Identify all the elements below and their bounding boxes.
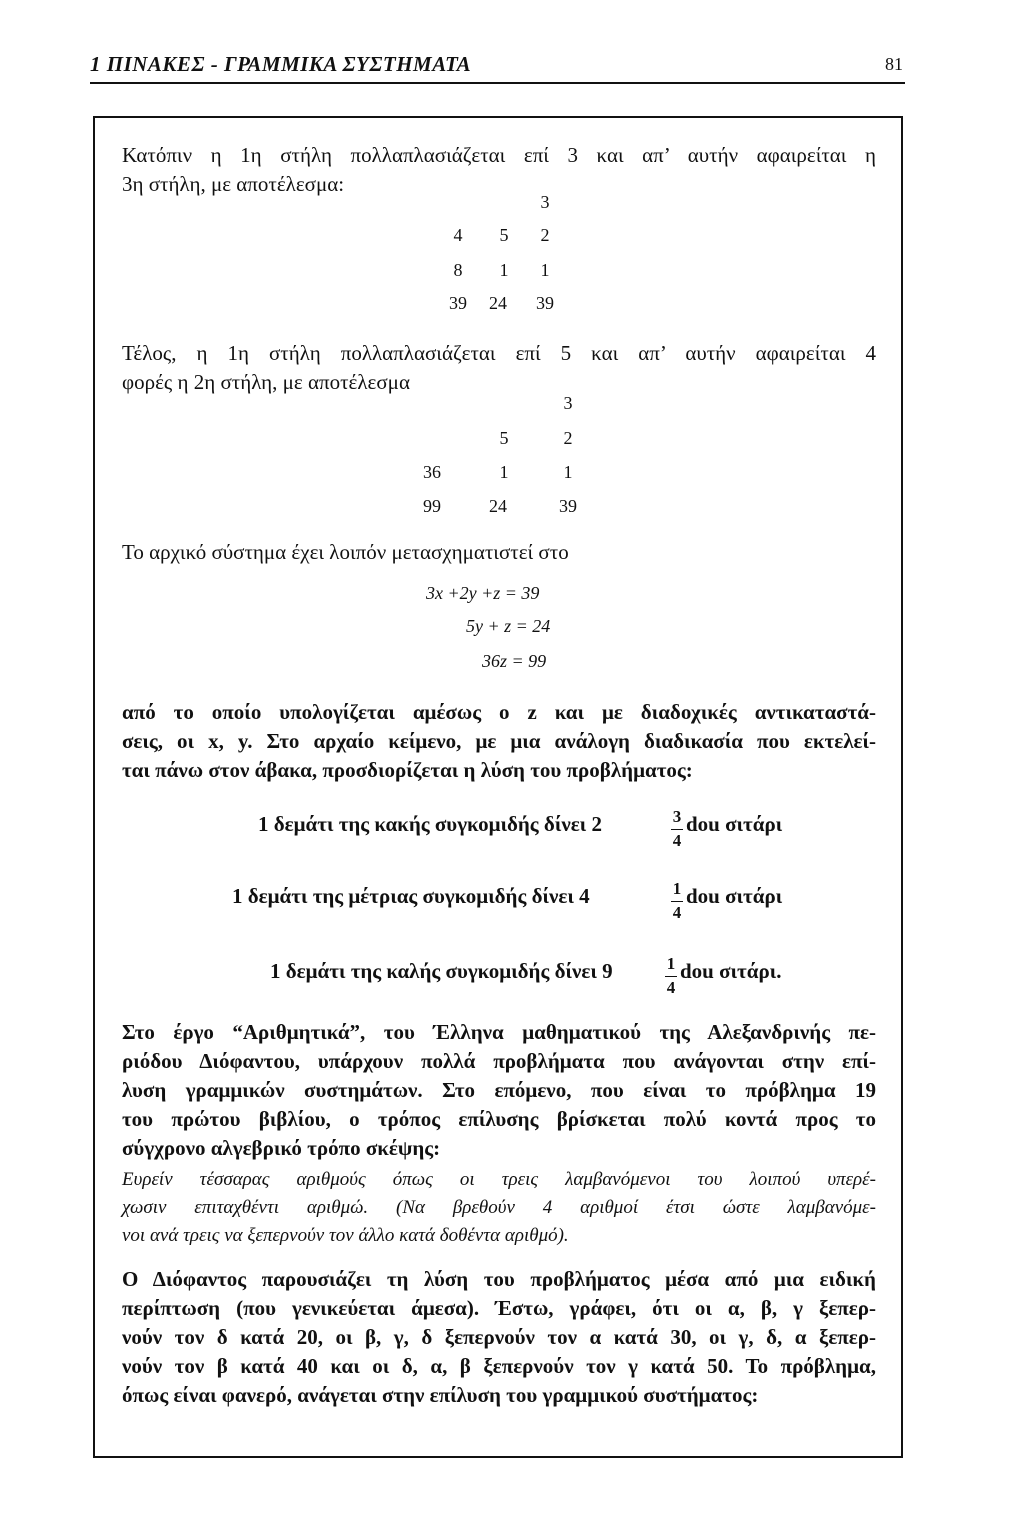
paragraph-7 (122, 1265, 876, 1410)
fraction-denominator: 4 (666, 978, 676, 997)
grid-cell: 24 (489, 293, 507, 313)
text-line: λυση γραμμικών συστημάτων. Στο επόμενο, που είναι το πρόβλημα 19 (122, 1078, 876, 1102)
wheat-text: 1 δεμάτι της κακής συγκομιδής δίνει 2 (258, 812, 602, 836)
grid-cell: 8 (453, 260, 463, 280)
grid-cell: 39 (559, 496, 577, 516)
text-line: φορές η 2η στήλη, με αποτέλεσμα (122, 370, 410, 394)
paragraph-2 (122, 339, 876, 397)
fraction-bar (671, 901, 683, 902)
page-number: 81 (885, 54, 903, 74)
grid-cell: 3 (540, 192, 550, 212)
text-line: Ευρείν τέσσαρας αριθμούς όπως οι τρεις λαμβανόμενοι του λοιπού υπερέ- (122, 1169, 876, 1190)
grid-cell: 5 (499, 225, 509, 245)
text-line: σεις, οι x, y. Στο αρχαίο κείμενο, με μια ανάλογη διαδικασία που εκτελεί- (122, 729, 876, 753)
wheat-text: 1 δεμάτι της μέτριας συγκομιδής δίνει 4 (232, 884, 590, 908)
text-line: περίπτωση (που γενικεύεται άμεσα). Έστω, γράφει, ότι οι α, β, γ ξεπερ- (122, 1296, 876, 1320)
equation-1: 3x +2y +z = 39 (426, 583, 540, 603)
paragraph-3 (122, 538, 876, 567)
text-line: νούν τον β κατά 40 και οι δ, α, β ξεπερνούν τον γ κατά 50. Το πρόβλημα, (122, 1354, 876, 1378)
text-line: Στο έργο “Αριθμητικά”, του Έλληνα μαθηματικού της Αλεξανδρινής πε- (122, 1020, 876, 1044)
text-line: του πρώτου βιβλίου, ο τρόπος επίλυσης βρίσκεται πολύ κοντά προς το (122, 1107, 876, 1131)
grid-cell: 2 (540, 225, 550, 245)
wheat-text: 1 δεμάτι της καλής συγκομιδής δίνει 9 (270, 959, 613, 983)
text-line: ται πάνω στον άβακα, προσδιορίζεται η λύση του προβλήματος: (122, 758, 693, 782)
equation-3: 36z = 99 (482, 651, 547, 671)
grid-cell: 39 (536, 293, 554, 313)
text-line: σύγχρονο αλγεβρικό τρόπο σκέψης: (122, 1136, 441, 1160)
fraction-numerator: 3 (672, 807, 682, 826)
text-line: 3η στήλη, με αποτέλεσμα: (122, 172, 345, 196)
wheat-tail: dou σιτάρι (686, 884, 783, 908)
text-line: χωσιν επιταχθέντι αριθμώ. (Να βρεθούν 4 αριθμοί έτσι ώστε λαμβανόμε- (122, 1197, 876, 1218)
grid-cell: 1 (563, 462, 573, 482)
wheat-tail: dou σιτάρι. (680, 959, 782, 983)
grid-cell: 5 (499, 428, 509, 448)
text-line: Ο Διόφαντος παρουσιάζει τη λύση του προβλήματος μέσα από μια ειδική (122, 1267, 876, 1291)
fraction-denominator: 4 (672, 903, 682, 922)
grid-cell: 24 (489, 496, 507, 516)
text-line: Τέλος, η 1η στήλη πολλαπλασιάζεται επί 5 και απ’ αυτήν αφαιρείται 4 (122, 341, 876, 365)
grid-cell: 1 (499, 260, 509, 280)
text-line: Κατόπιν η 1η στήλη πολλαπλασιάζεται επί 3 και απ’ αυτήν αφαιρείται η (122, 143, 876, 167)
chapter-title: 1 ΠΙΝΑΚΕΣ - ΓΡΑΜΜΙΚΑ ΣΥΣΤΗΜΑΤΑ (90, 52, 472, 76)
grid-cell: 36 (423, 462, 441, 482)
grid-cell: 1 (499, 462, 509, 482)
page-header (90, 52, 905, 84)
text-line: όπως είναι φανερό, ανάγεται στην επίλυση του γραμμικού συστήματος: (122, 1383, 759, 1407)
content-frame (93, 116, 903, 1458)
grid-cell: 4 (453, 225, 463, 245)
paragraph-4 (122, 698, 876, 785)
grid-cell: 3 (563, 393, 573, 413)
fraction-denominator: 4 (672, 831, 682, 850)
text-line: Το αρχικό σύστημα έχει λοιπόν μετασχηματιστεί στο (122, 540, 569, 564)
wheat-tail: dou σιτάρι (686, 812, 783, 836)
text-line: νοι ανά τρεις να ξεπερνούν τον άλλο κατά δοθέντα αριθμό). (122, 1225, 569, 1246)
fraction-bar (671, 829, 683, 830)
grid-cell: 99 (423, 496, 441, 516)
fraction-numerator: 1 (666, 954, 676, 973)
ancient-quote (122, 1166, 876, 1250)
fraction-numerator: 1 (672, 879, 682, 898)
grid-cell: 39 (449, 293, 467, 313)
text-line: από το οποίο υπολογίζεται αμέσως ο z και με διαδοχικές αντικαταστά- (122, 700, 876, 724)
paragraph-1 (122, 141, 876, 199)
equation-2: 5y + z = 24 (466, 616, 551, 636)
text-line: ριόδου Διόφαντου, υπάρχουν πολλά προβλήματα που ανάγονται στην επί- (122, 1049, 876, 1073)
fraction-bar (665, 976, 677, 977)
grid-cell: 2 (563, 428, 573, 448)
text-line: νούν τον δ κατά 20, οι β, γ, δ ξεπερνούν τον α κατά 30, οι γ, δ, α ξεπερ- (122, 1325, 876, 1349)
grid-cell: 1 (540, 260, 550, 280)
paragraph-5 (122, 1018, 876, 1163)
